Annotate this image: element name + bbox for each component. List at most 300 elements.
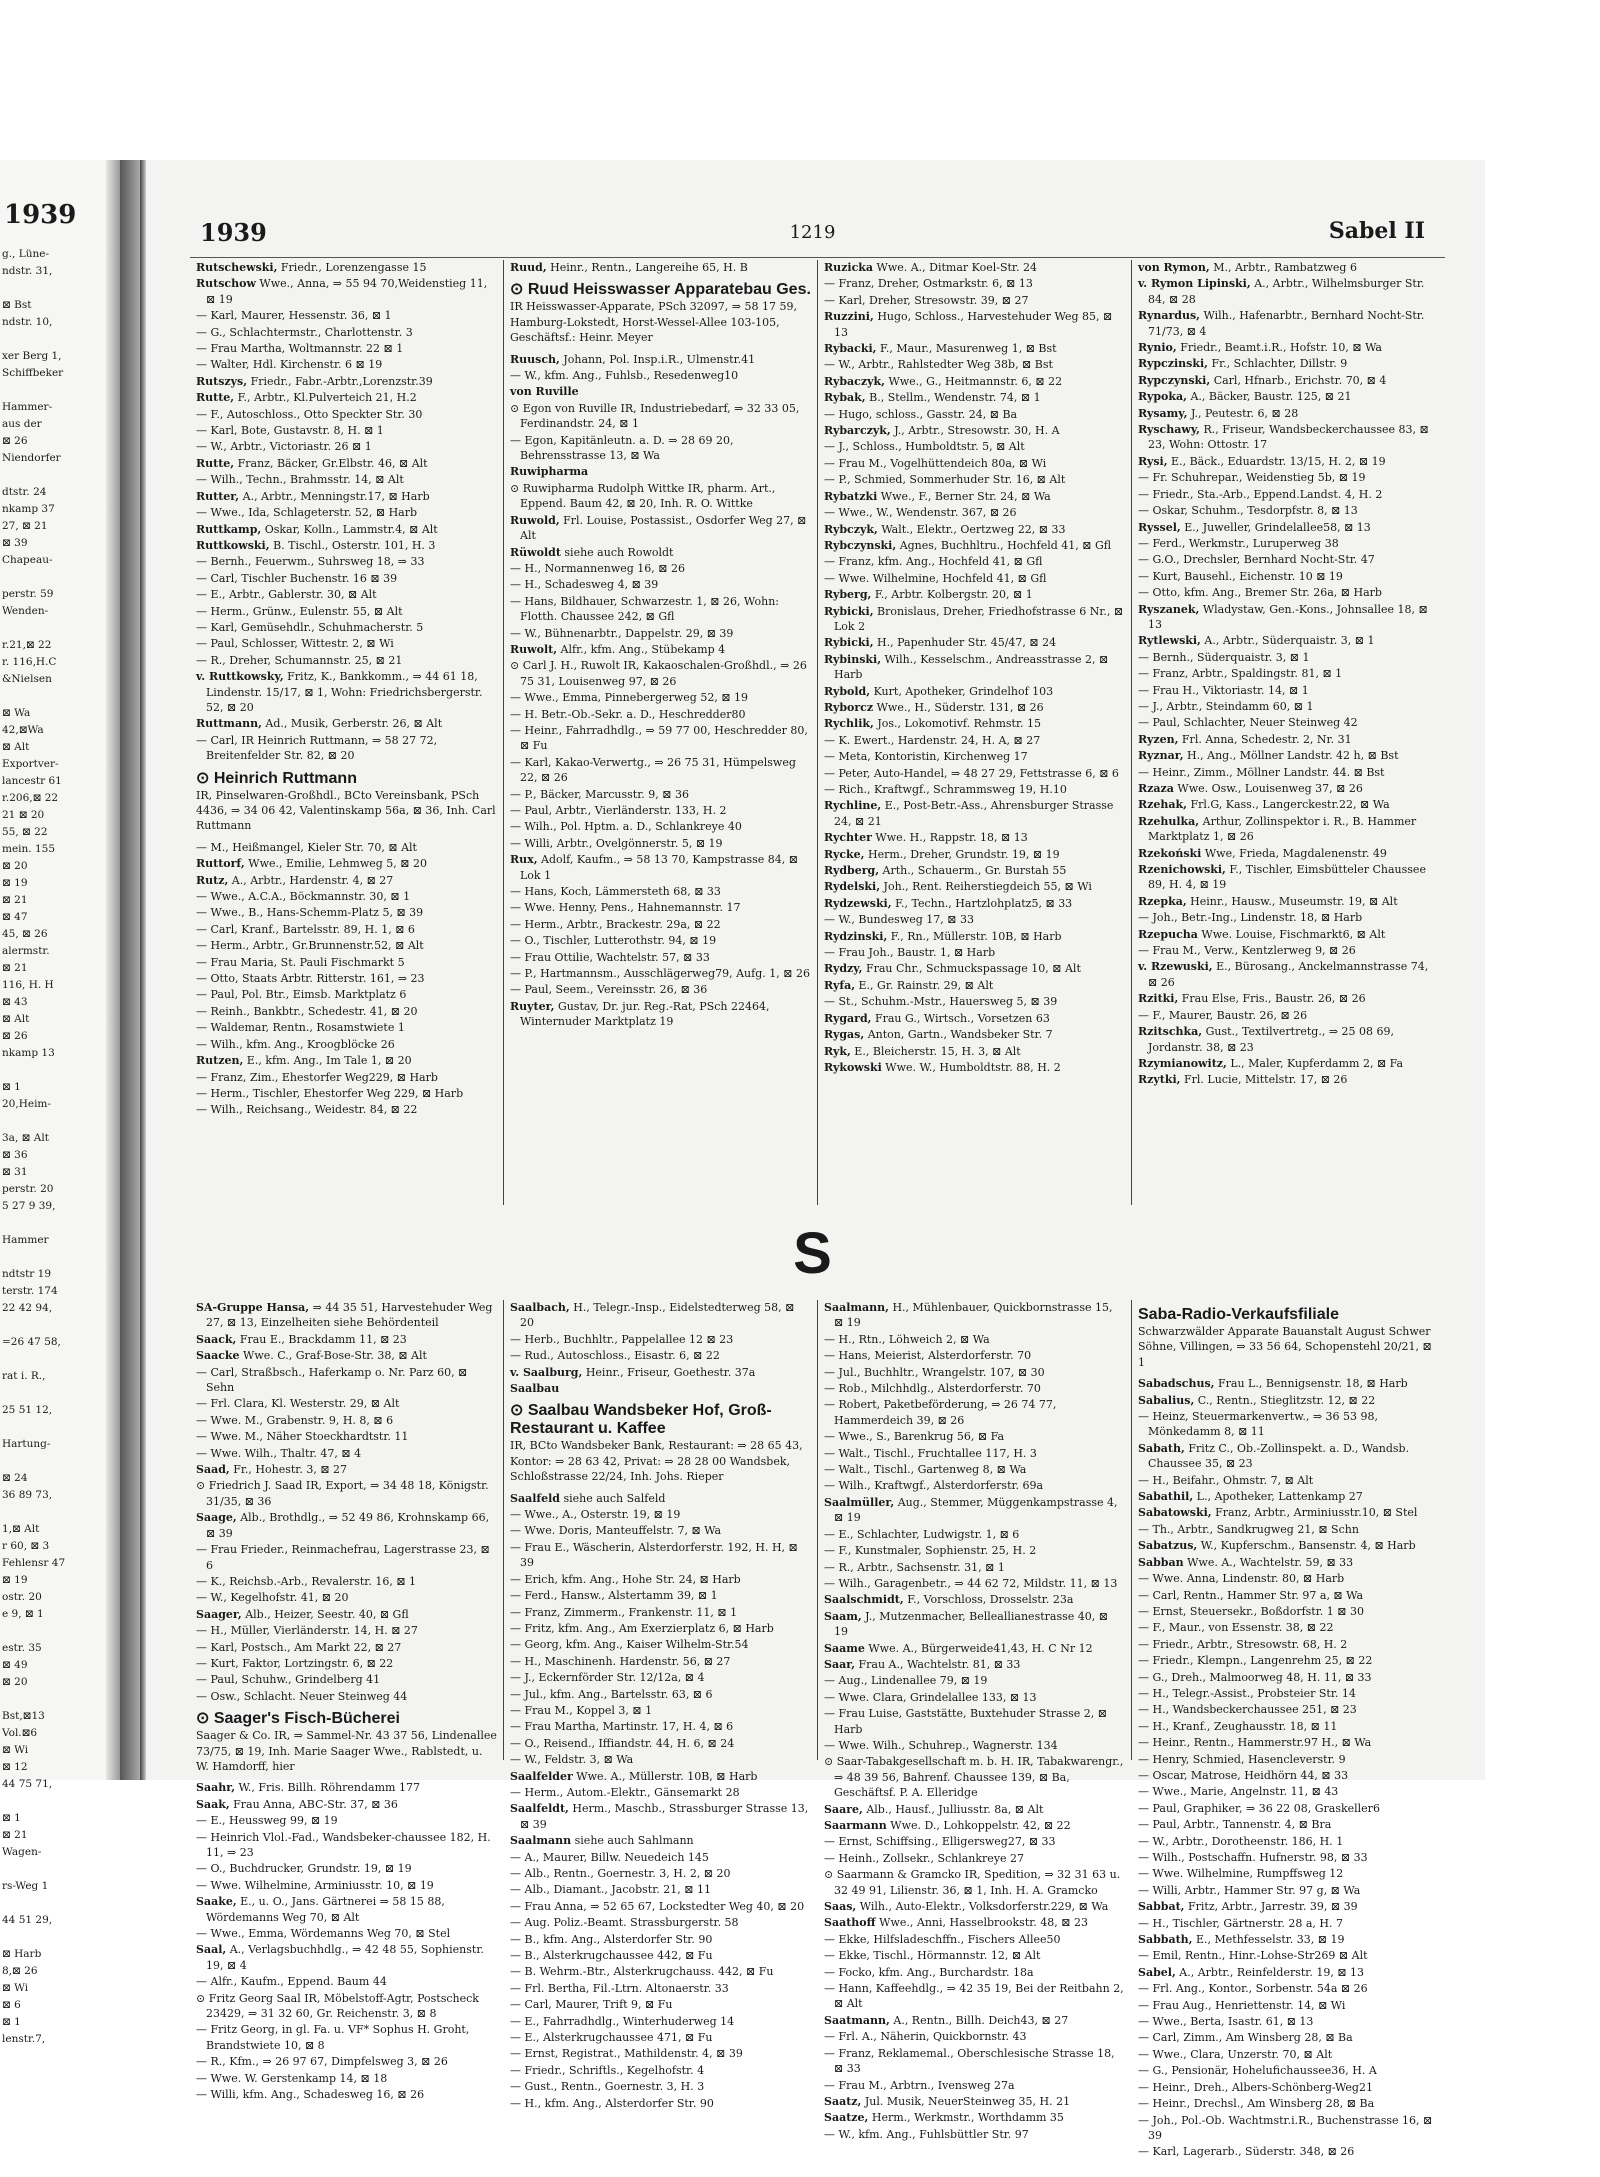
entry-details: — Emil, Rentn., Hinr.-Lohse-Str269 ⊠ Alt [1138, 1949, 1368, 1963]
entry-details: — Henry, Schmied, Hasencleverstr. 9 [1138, 1752, 1346, 1766]
entry-details: — Kurt, Faktor, Lortzingstr. 6, ⊠ 22 [196, 1656, 394, 1670]
directory-entry [196, 1300, 497, 1331]
entry-details: — Georg, kfm. Ang., Kaiser Wilhelm-Str.54 [510, 1638, 749, 1652]
entry-details: Carl, Hfnarb., Erichstr. 70, ⊠ 4 [1213, 373, 1387, 387]
entry-details: Frl. Louise, Postassist., Osdorfer Weg 27, ⊠ Alt [520, 513, 807, 543]
entry-details: — Walt., Tischl., Gartenweg 8, ⊠ Wa [824, 1463, 1027, 1477]
entry-details: — Wilh., Reichsang., Weidestr. 84, ⊠ 22 [196, 1103, 418, 1117]
previous-page-line: 27, ⊠ 21 [2, 520, 48, 532]
entry-details: — Wwe., B., Hans-Schemm-Platz 5, ⊠ 39 [196, 906, 424, 920]
directory-entry [196, 955, 497, 970]
directory-entry [510, 1850, 811, 1865]
directory-entry [510, 1588, 811, 1603]
entry-name: Saake, [196, 1895, 237, 1909]
entry-details: Wwe. W., Humboldtstr. 88, H. 2 [885, 1060, 1061, 1074]
previous-page-line: Vol.⊠6 [2, 1727, 38, 1739]
directory-entry [196, 669, 497, 715]
entry-name: Sabbath, [1138, 1933, 1193, 1947]
entry-details: Wwe. A., Bürgerweide41,43, H. C Nr 12 [868, 1641, 1093, 1655]
entry-name: Saatze, [824, 2111, 869, 2125]
entry-name: Rydelski, [824, 880, 881, 894]
directory-entry [196, 489, 497, 504]
previous-page-line: 21 ⊠ 20 [2, 809, 45, 821]
directory-entry [196, 1020, 497, 1035]
entry-details: — Wwe. W. Gerstenkamp 14, ⊠ 18 [196, 2071, 388, 2085]
entry-name: Rzenichowski, [1138, 863, 1226, 877]
entry-details: — Heinr., Dreh., Albers-Schönberg-Weg21 [1138, 2080, 1373, 2094]
previous-page-line: =26 47 58, [2, 1336, 61, 1348]
directory-entry [196, 1640, 497, 1655]
directory-entry [510, 1523, 811, 1538]
previous-page-line: 22 42 94, [2, 1302, 53, 1314]
directory-entry [196, 905, 497, 920]
directory-entry [824, 1044, 1125, 1059]
directory-entry [196, 620, 497, 635]
previous-page-line: ⊠ 6 [2, 1999, 21, 2011]
entry-details: — H., Wandsbeckerchaussee 251, ⊠ 23 [1138, 1703, 1357, 1717]
directory-entry [510, 464, 811, 479]
entry-name: Rzehulka, [1138, 814, 1200, 828]
directory-entry [824, 879, 1125, 894]
entry-details: — Herm., Autom.-Elektr., Gänsemarkt 28 [510, 1785, 740, 1799]
entry-details: — Carl, Tischler Buchenstr. 16 ⊠ 39 [196, 571, 398, 585]
entry-details: — Joh., Betr.-Ing., Lindenstr. 18, ⊠ Harb [1138, 911, 1363, 925]
header-rule [190, 257, 1445, 258]
entry-details: — G.O., Drechsler, Bernhard Nocht-Str. 47 [1138, 553, 1375, 567]
directory-entry [824, 945, 1125, 960]
directory-entry [824, 863, 1125, 878]
entry-name: Rypczinski, [1138, 357, 1208, 371]
entry-name: Rygas, [824, 1028, 865, 1042]
directory-entry [196, 1102, 497, 1117]
entry-details: — Karl, Gemüsehdlr., Schuhmacherstr. 5 [196, 620, 424, 634]
entry-details: Heinr., Hausw., Museumstr. 19, ⊠ Alt [1190, 894, 1398, 908]
directory-entry [824, 1915, 1125, 1930]
entry-details: Walt., Elektr., Oertzweg 22, ⊠ 33 [881, 522, 1066, 536]
directory-entry [824, 716, 1125, 731]
entry-name: v. Rymon Lipinski, [1138, 277, 1251, 291]
directory-entry [824, 276, 1125, 291]
directory-entry [196, 1070, 497, 1085]
entry-details: F., Tischler, Eimsbütteler Chaussee 89, H. 4, ⊠ 19 [1148, 863, 1426, 892]
entry-name: Sabathil, [1138, 1490, 1194, 1504]
entry-details: — Hann, Kaffeehdlg., ⇒ 42 35 19, Bei der Reitbahn 2, ⊠ Alt [824, 1982, 1124, 2011]
entry-details: Wwe. A., Müllerstr. 10B, ⊠ Harb [576, 1769, 758, 1783]
entry-details: — Frau M., Verw., Kentzlerweg 9, ⊠ 26 [1138, 944, 1356, 958]
entry-name: Rybicki, [824, 636, 874, 650]
entry-details: L., Maler, Kupferdamm 2, ⊠ Fa [1230, 1056, 1404, 1070]
entry-details: — Wwe. Wilhelmine, Hochfeld 41, ⊠ Gfl [824, 571, 1047, 585]
directory-entry [196, 1861, 497, 1876]
entry-details: — W., Bundesweg 17, ⊠ 33 [824, 913, 974, 927]
page-shadow [106, 160, 120, 1780]
entry-details: — Wwe., S., Barenkrug 56, ⊠ Fa [824, 1430, 1005, 1444]
entry-details: Frl.G, Kass., Langerckestr.22, ⊠ Wa [1190, 798, 1390, 812]
directory-entry [196, 1813, 497, 1828]
entry-details: Kurt, Apotheker, Grindelhof 103 [873, 684, 1054, 698]
entry-name: Rybacki, [824, 342, 877, 356]
directory-entry [1138, 1899, 1439, 1914]
entry-details: Agnes, Buchhltru., Hochfeld 41, ⊠ Gfl [899, 538, 1112, 552]
previous-page-line: ⊠ 20 [2, 860, 28, 872]
previous-page-line [2, 1385, 112, 1402]
previous-page-line: ⊠ 24 [2, 1472, 28, 1484]
directory-entry [824, 260, 1125, 275]
entry-name: Rzitschka, [1138, 1025, 1203, 1039]
entry-details: Joh., Rent. Reiherstiegdeich 55, ⊠ Wi [883, 880, 1092, 894]
directory-entry [1138, 683, 1439, 698]
entry-details: — Friedr., Schriftls., Kegelhofstr. 4 [510, 2063, 705, 2077]
entry-details: — P., Hartmannsm., Ausschlägerweg79, Aufg. 1, ⊠ 26 [510, 967, 810, 981]
directory-entry [1138, 1686, 1439, 1701]
directory-entry [1138, 276, 1439, 307]
directory-entry [196, 987, 497, 1002]
previous-page-line [2, 1861, 112, 1878]
entry-details: ⊙ Fritz Georg Saal IR, Möbelstoff-Agtr, Postscheck 23429, ⇒ 31 32 60, Gr. Reichenstr. 3, ⊠ 8 [196, 1991, 479, 2021]
entry-details: H., Papenhuder Str. 45/47, ⊠ 24 [877, 636, 1057, 650]
directory-entry [196, 1478, 497, 1509]
entry-details: — Osw., Schlacht. Neuer Steinweg 44 [196, 1689, 408, 1703]
entry-details: — M., Heißmangel, Kieler Str. 70, ⊠ Alt [196, 840, 417, 854]
entry-details: — Fr. Schuhrepar., Weidenstieg 5b, ⊠ 19 [1138, 471, 1366, 485]
directory-entry [196, 308, 497, 323]
entry-details: — W., Arbtr., Rahlstedter Weg 38b, ⊠ Bst [824, 358, 1053, 372]
directory-entry [1138, 1670, 1439, 1685]
entry-name: Saarmann [824, 1819, 887, 1832]
previous-page-line: Chapeau- [2, 554, 53, 566]
entry-name: Ruttkowski, [196, 538, 270, 552]
directory-entry [1138, 2030, 1439, 2045]
directory-entry [824, 1592, 1125, 1607]
entry-name: Ruwipharma [510, 465, 589, 479]
entry-details: — Paul, Schlosser, Wittestr. 2, ⊠ Wi [196, 637, 394, 651]
previous-page-line [2, 688, 112, 705]
entry-details: — Karl, Maurer, Hessenstr. 36, ⊠ 1 [196, 309, 392, 323]
previous-page-line: ⊠ 43 [2, 996, 28, 1008]
directory-entry [824, 1397, 1125, 1428]
entry-name: Rysamy, [1138, 406, 1188, 420]
entry-details: — J., Arbtr., Steindamm 60, ⊠ 1 [1138, 699, 1314, 713]
entry-name: Saahr, [196, 1781, 236, 1795]
directory-entry [1138, 748, 1439, 763]
entry-details: Johann, Pol. Insp.i.R., Ulmenstr.41 [563, 352, 756, 366]
directory-entry [196, 1574, 497, 1589]
entry-details: — Wilh., kfm. Ang., Kroogblöcke 26 [196, 1037, 395, 1051]
directory-entry [1138, 846, 1439, 861]
entry-details: — Wwe. Anna, Lindenstr. 80, ⊠ Harb [1138, 1572, 1345, 1586]
entry-details: — Otto, Staats Arbtr. Ritterstr. 161, ⇒ 23 [196, 972, 425, 986]
entry-details: — Aug., Lindenallee 79, ⊠ 19 [824, 1674, 988, 1688]
entry-name: Ruyter, [510, 999, 555, 1013]
directory-entry [1138, 1489, 1439, 1504]
entry-name: Rzepka, [1138, 894, 1187, 908]
entry-details: Saager & Co. IR, ⇒ Sammel-Nr. 43 37 56, Lindenallee 73/75, ⊠ 19, Inh. Marie Saager Wwe., Rablstedt, u. W. Hamdorff, hier [196, 1729, 497, 1773]
directory-entry [510, 1491, 811, 1506]
entry-details: — Carl, Kranf., Bartelsstr. 89, H. 1, ⊠ 6 [196, 922, 415, 936]
directory-entry [1138, 1409, 1439, 1440]
previous-page-strip [0, 160, 120, 2045]
entry-name: Rypoka, [1138, 390, 1187, 404]
directory-entry [1138, 470, 1439, 485]
directory-entry [1138, 650, 1439, 665]
directory-entry [196, 1053, 497, 1068]
previous-page-line: terstr. 174 [2, 1285, 58, 1297]
entry-details: — Reinh., Bankbtr., Schedestr. 41, ⊠ 20 [196, 1004, 418, 1018]
directory-entry [196, 439, 497, 454]
directory-entry [824, 1738, 1125, 1753]
entry-details: Herm., Werkmstr., Worthdamm 35 [871, 2111, 1064, 2125]
previous-page-line: estr. 35 [2, 1642, 42, 1654]
directory-entry [510, 1654, 811, 1669]
directory-entry [510, 561, 811, 576]
directory-entry [1138, 2080, 1439, 2095]
entry-details: Wwe. Osw., Louisenweg 37, ⊠ 26 [1177, 782, 1363, 795]
directory-entry [824, 407, 1125, 422]
entry-details: — O., Reisend., Iffiandstr. 44, H. 6, ⊠ 24 [510, 1736, 735, 1750]
entry-details: — Heinr., Zimm., Möllner Landstr. 44. ⊠ Bst [1138, 765, 1385, 779]
directory-entry [1138, 1604, 1439, 1619]
entry-details: — K., Reichsb.-Arb., Revalerstr. 16, ⊠ 1 [196, 1574, 417, 1588]
previous-page-line: r.21,⊠ 22 [2, 639, 52, 651]
entry-details: Friedr., Lorenzengasse 15 [280, 261, 427, 274]
entry-name: Rybaczyk, [824, 374, 885, 388]
entry-details: — H., Beifahr., Ohmstr. 7, ⊠ Alt [1138, 1473, 1314, 1487]
directory-entry [510, 690, 811, 705]
directory-entry [824, 587, 1125, 602]
entry-details: — Wwe., Emma, Wördemanns Weg 70, ⊠ Stel [196, 1927, 451, 1941]
entry-details: Frl. Lucie, Mittelstr. 17, ⊠ 26 [1184, 1073, 1348, 1087]
entry-name: Saager, [196, 1607, 242, 1621]
entry-name: Saalfeldt, [510, 1802, 569, 1816]
previous-page-year: 1939 [4, 200, 77, 230]
directory-entry [1138, 1056, 1439, 1071]
directory-entry [1138, 389, 1439, 404]
directory-entry [1138, 1653, 1439, 1668]
entry-details: B. Tischl., Osterstr. 101, H. 3 [273, 538, 436, 552]
directory-entry [1138, 1538, 1439, 1553]
entry-name: Rybczyk, [824, 522, 878, 536]
entry-details: Wwe. Louise, Fischmarkt6, ⊠ Alt [1201, 927, 1386, 941]
directory-entry [824, 571, 1125, 586]
entry-name: Rzytki, [1138, 1073, 1181, 1087]
previous-page-line: ndstr. 31, [2, 265, 53, 277]
directory-entry [510, 1752, 811, 1767]
previous-page-line [2, 1929, 112, 1946]
directory-column [190, 260, 504, 1205]
entry-details: — Paul, Pol. Btr., Eimsb. Marktplatz 6 [196, 988, 407, 1002]
directory-entry [1138, 959, 1439, 990]
entry-name: Saak, [196, 1797, 230, 1811]
page-header [200, 218, 1425, 258]
entry-details: — O., Buchdrucker, Grundstr. 19, ⊠ 19 [196, 1862, 412, 1876]
directory-entry [824, 912, 1125, 927]
previous-page-line: &Nielsen [2, 673, 52, 685]
entry-details: — Jul., Buchhltr., Wrangelstr. 107, ⊠ 30 [824, 1365, 1045, 1379]
entry-name: Saalmann, [824, 1301, 889, 1314]
entry-name: Saalmüller, [824, 1495, 895, 1509]
directory-entry [1138, 356, 1439, 371]
entry-details: Fritz, Arbtr., Jarrestr. 39, ⊠ 39 [1188, 1900, 1358, 1914]
previous-page-line [2, 280, 112, 297]
entry-name: Rybatzki [824, 489, 878, 503]
directory-entry [824, 782, 1125, 797]
entry-details: — Paul, Arbtr., Vierländerstr. 133, H. 2 [510, 804, 727, 817]
entry-name: Sabban [1138, 1555, 1184, 1569]
entry-details: — Friedr., Arbtr., Stresowstr. 68, H. 2 [1138, 1637, 1348, 1651]
directory-entry [1138, 765, 1439, 780]
directory-entry [510, 1981, 811, 1996]
entry-name: Rycke, [824, 847, 865, 861]
directory-entry [1138, 422, 1439, 453]
entry-details: — H., Müller, Vierländerstr. 14, H. ⊠ 27 [196, 1624, 418, 1638]
entry-details: ⊙ Saarmann & Gramcko IR, Spedition, ⇒ 32 31 63 u. 32 49 91, Lilienstr. 36, ⊠ 1, Inh. H. A. Gramcko [824, 1868, 1121, 1897]
directory-entry [196, 1607, 497, 1622]
entry-details: F., Rn., Müllerstr. 10B, ⊠ Harb [890, 929, 1062, 943]
directory-entry [824, 1673, 1125, 1688]
directory-entry [196, 889, 497, 904]
directory-entry [196, 636, 497, 651]
directory-entry [824, 1332, 1125, 1347]
directory-entry [824, 1027, 1125, 1042]
advertisement-entry [196, 1710, 497, 1774]
entry-details: — Wwe. Wilhelmine, Rumpffsweg 12 [1138, 1867, 1344, 1881]
entry-details: Wladystaw, Gen.-Kons., Johnsallee 18, ⊠ 13 [1148, 602, 1428, 631]
directory-entry [1138, 1948, 1439, 1963]
directory-entry [510, 1997, 811, 2012]
directory-entry [824, 538, 1125, 553]
previous-page-line [2, 1249, 112, 1266]
entry-details: — W., Arbtr., Dorotheenstr. 186, H. 1 [1138, 1834, 1344, 1848]
entry-name: Sabatzus, [1138, 1539, 1198, 1553]
entry-details: — Franz, Reklamemal., Oberschlesische Strasse 18, ⊠ 33 [824, 2046, 1115, 2076]
directory-entry [824, 766, 1125, 781]
directory-entry [1138, 991, 1439, 1006]
directory-entry [510, 1540, 811, 1571]
entry-details: E., Gr. Rainstr. 29, ⊠ Alt [858, 978, 994, 992]
entry-details: — Waldemar, Rentn., Rosamstwiete 1 [196, 1021, 405, 1035]
entry-name: Rytlewski, [1138, 634, 1201, 648]
entry-details: — Carl, Maurer, Trift 9, ⊠ Fu [510, 1998, 673, 2012]
previous-page-line: r.206,⊠ 22 [2, 792, 59, 804]
entry-name: Ruwold, [510, 513, 560, 527]
directory-entry [510, 1948, 811, 1963]
entry-details: — F., Autoschloss., Otto Speckter Str. 30 [196, 407, 423, 421]
directory-entry [510, 577, 811, 592]
entry-details: E., Juweller, Grindelallee58, ⊠ 13 [1184, 520, 1371, 534]
entry-details: Jos., Lokomotivf. Rehmstr. 15 [877, 717, 1042, 731]
entry-name: Saalschmidt, [824, 1593, 904, 1607]
entry-details: — Frl. Clara, Kl. Westerstr. 29, ⊠ Alt [196, 1397, 400, 1411]
entry-details: — Wwe., W., Wendenstr. 367, ⊠ 26 [824, 506, 1017, 520]
directory-entry [196, 2087, 497, 2102]
directory-column [504, 260, 818, 1205]
directory-entry [510, 1365, 811, 1380]
directory-entry [510, 594, 811, 625]
previous-page-line: 8,⊠ 26 [2, 1965, 38, 1977]
directory-entry [510, 1736, 811, 1751]
previous-page-line: perstr. 20 [2, 1183, 54, 1195]
entry-details: Heinr., Rentn., Langereihe 65, H. B [550, 261, 748, 274]
directory-entry [510, 1769, 811, 1784]
directory-entry [510, 1621, 811, 1636]
directory-entry [196, 1830, 497, 1861]
directory-entry [824, 961, 1125, 976]
entry-details: — E., Arbtr., Gablerstr. 30, ⊠ Alt [196, 588, 377, 602]
previous-page-line: r 60, ⊠ 3 [2, 1540, 50, 1552]
entry-details: — Hans, Meierist, Alsterdorferstr. 70 [824, 1349, 1032, 1363]
entry-details: R., Friseur, Wandsbeckerchaussee 83, ⊠ 23, Wohn: Ottostr. 17 [1148, 423, 1429, 452]
directory-entry [196, 1991, 497, 2022]
entry-name: Ruzzini, [824, 310, 874, 324]
entry-details: ⊙ Friedrich J. Saad IR, Export, ⇒ 34 48 18, Königstr. 31/35, ⊠ 36 [196, 1479, 489, 1508]
directory-column [504, 1300, 818, 2110]
previous-page-line: ⊠ 26 [2, 1030, 28, 1042]
entry-details: Wwe., H., Süderstr. 131, ⊠ 26 [876, 700, 1044, 714]
entry-details: — H., Tischler, Gärtnerstr. 28 a, H. 7 [1138, 1916, 1344, 1930]
entry-details: Frau Chr., Schmuckspassage 10, ⊠ Alt [865, 962, 1081, 976]
entry-details: — B., Alsterkrugchaussee 442, ⊠ Fu [510, 1949, 713, 1963]
directory-entry [824, 2127, 1125, 2142]
previous-page-line [2, 1623, 112, 1640]
entry-details: — Oskar, Schuhm., Tesdorpfstr. 8, ⊠ 13 [1138, 504, 1358, 518]
directory-entry [510, 626, 811, 641]
directory-entry [1138, 1588, 1439, 1603]
directory-entry [1138, 1620, 1439, 1635]
entry-name: Rutte, [196, 456, 235, 470]
directory-entry [1138, 1817, 1439, 1832]
directory-entry [1138, 585, 1439, 600]
directory-entry [824, 635, 1125, 650]
entry-details: — Karl, Bote, Gustavstr. 8, H. ⊠ 1 [196, 424, 384, 438]
directory-entry [1138, 536, 1439, 551]
entry-details: — Frau Martha, Woltmannstr. 22 ⊠ 1 [196, 342, 404, 356]
entry-details: — R., Dreher, Schumannstr. 25, ⊠ 21 [196, 653, 403, 667]
directory-entry [1138, 1850, 1439, 1865]
previous-page-line: Bst,⊠13 [2, 1710, 45, 1722]
entry-name: Rypczynski, [1138, 373, 1211, 387]
entry-name: Ryborcz [824, 700, 874, 714]
entry-details: F., Arbtr., Kl.Pulverteich 21, H.2 [237, 391, 417, 405]
entry-name: Rutszys, [196, 374, 248, 388]
directory-entry [510, 2014, 811, 2029]
previous-page-line: ostr. 20 [2, 1591, 42, 1603]
entry-details: — Franz, kfm. Ang., Hochfeld 41, ⊠ Gfl [824, 555, 1043, 569]
directory-entry [1138, 552, 1439, 567]
entry-details: — O., Tischler, Lutterothstr. 94, ⊠ 19 [510, 934, 717, 948]
entry-name: Ruttmann, [196, 717, 262, 731]
entry-details: — Ferd., Werkmstr., Luruperweg 38 [1138, 536, 1339, 550]
entry-details: — W., kfm. Ang., Fuhlsb., Resedenweg10 [510, 369, 739, 383]
directory-entry [510, 884, 811, 899]
entry-details: — Bernh., Feuerwm., Suhrsweg 18, ⇒ 33 [196, 555, 425, 569]
entry-details: A., Verlagsbuchhdlg., ⇒ 42 48 55, Sophienstr. 19, ⊠ 4 [206, 1943, 484, 1972]
directory-column [818, 260, 1132, 1205]
entry-details: — Rob., Milchhdlg., Alsterdorferstr. 70 [824, 1382, 1041, 1396]
directory-entry [1138, 862, 1439, 893]
ad-title: ⊙ Saager's Fisch-Bücherei [196, 1710, 400, 1728]
previous-page-line: ⊠ Alt [2, 741, 30, 753]
directory-entry [824, 374, 1125, 389]
entry-details: Heinr., Friseur, Goethestr. 37a [585, 1365, 756, 1379]
previous-page-line: Hammer- [2, 401, 53, 413]
directory-entry [1138, 1834, 1439, 1849]
directory-entry [510, 481, 811, 512]
previous-page-line: ⊠ 1 [2, 2016, 21, 2028]
entry-name: Rutzen, [196, 1054, 244, 1068]
entry-name: Saalbau [510, 1382, 560, 1396]
directory-entry [510, 1348, 811, 1363]
entry-details: Jul. Musik, NeuerSteinweg 35, H. 21 [864, 2094, 1071, 2108]
